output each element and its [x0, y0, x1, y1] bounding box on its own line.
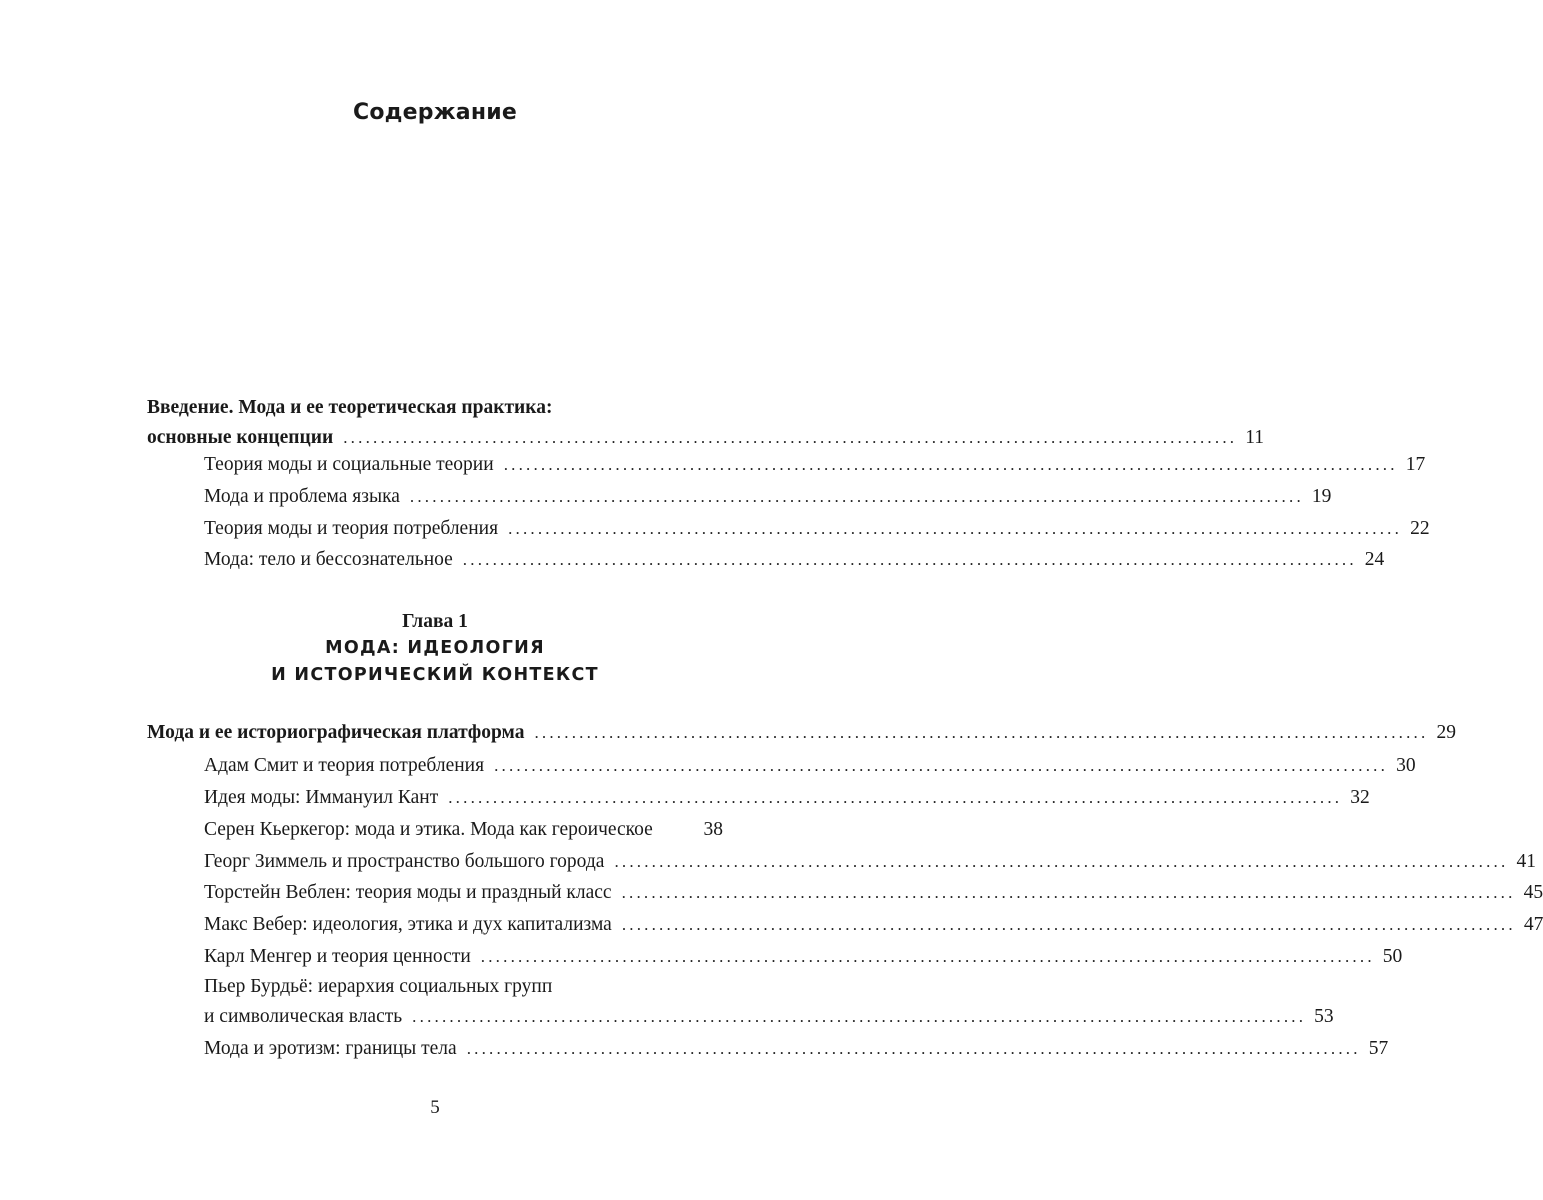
dot-leader: ........................................................................................................................ — [448, 788, 1343, 807]
dot-leader: ........................................................................................................................ — [621, 915, 1516, 934]
dot-leader: ........................................................................................................................ — [621, 883, 1516, 902]
toc-page-number: 11 — [1245, 427, 1265, 448]
toc-page-number: 38 — [703, 819, 723, 840]
toc-page-number: 45 — [1523, 882, 1543, 903]
toc-entry-label-line2: основные концепции — [147, 427, 334, 448]
dot-leader: ........................................................................................................................ — [503, 455, 1398, 474]
toc-entry[interactable] — [204, 545, 1385, 575]
toc-entry-line — [147, 423, 1265, 453]
chapter-title-line1: МОДА: ИДЕОЛОГИЯ — [325, 638, 545, 658]
toc-page-number: 29 — [1436, 722, 1456, 743]
toc-entry-label-line2: и символическая власть — [204, 1006, 403, 1027]
toc-entry[interactable] — [204, 482, 1332, 512]
toc-page-number: 30 — [1396, 755, 1416, 776]
toc-entry[interactable] — [204, 878, 1543, 908]
toc-entry[interactable] — [204, 514, 1430, 544]
toc-page-number: 22 — [1410, 518, 1430, 539]
toc-entry-label: Георг Зиммель и пространство большого города — [204, 851, 605, 872]
toc-entry-label: Теория моды и теория потребления — [204, 518, 499, 539]
toc-entry-label-line1: Пьер Бурдьё: иерархия социальных групп — [204, 976, 553, 997]
chapter-label: Глава 1 — [402, 611, 468, 632]
toc-page-number: 24 — [1364, 549, 1385, 570]
chapter-heading — [147, 608, 723, 689]
dot-leader: ........................................................................................................................ — [614, 852, 1509, 871]
toc-entry-label: Карл Менгер и теория ценности — [204, 946, 471, 967]
toc-page-number: 53 — [1314, 1006, 1334, 1027]
toc-entry-label: Адам Смит и теория потребления — [204, 755, 485, 776]
toc-page-number: 17 — [1405, 454, 1426, 475]
dot-leader: ........................................................................................................................ — [409, 487, 1304, 506]
chapter-title-line2: И ИСТОРИЧЕСКИЙ КОНТЕКСТ — [271, 665, 599, 685]
page-title: Содержание — [353, 100, 517, 125]
toc-entry-label: Идея моды: Иммануил Кант — [204, 787, 439, 808]
toc-entry-label: Теория моды и социальные теории — [204, 454, 494, 475]
toc-entry-label: Мода и ее историографическая платформа — [147, 722, 525, 743]
dot-leader: ........................................................................................................................ — [412, 1007, 1307, 1026]
toc-entry[interactable] — [204, 1034, 1389, 1064]
toc-entry-label: Мода и эротизм: границы тела — [204, 1038, 457, 1059]
toc-page-number: 50 — [1382, 946, 1403, 967]
toc-page-number: 32 — [1350, 787, 1370, 808]
toc-entry[interactable] — [204, 910, 1543, 940]
toc-entry-section[interactable] — [147, 718, 1456, 748]
toc-page-number: 19 — [1311, 486, 1332, 507]
toc-entry-label: Макс Вебер: идеология, этика и дух капитализма — [204, 914, 612, 935]
toc-page-number: 57 — [1368, 1038, 1389, 1059]
toc-entry[interactable] — [204, 751, 1416, 781]
toc-entry-label: Торстейн Веблен: теория моды и праздный класс — [204, 882, 612, 903]
dot-leader: ........................................................................................................................ — [494, 756, 1389, 775]
toc-entry[interactable] — [204, 783, 1370, 813]
toc-entry-label-line1: Введение. Мода и ее теоретическая практика: — [147, 397, 553, 418]
toc-page-number: 47 — [1523, 914, 1543, 935]
dot-leader: ........................................................................................................................ — [466, 1039, 1361, 1058]
toc-entry[interactable] — [204, 847, 1536, 877]
page-number: 5 — [430, 1097, 440, 1118]
toc-entry-intro[interactable] — [147, 393, 1265, 453]
dot-leader: ........................................................................................................................ — [343, 428, 1238, 447]
toc-page-number: 41 — [1516, 851, 1536, 872]
dot-leader: ........................................................................................................................ — [462, 550, 1357, 569]
dot-leader: ........................................................................................................................ — [534, 723, 1429, 742]
toc-entry-label: Мода: тело и бессознательное — [204, 549, 453, 570]
dot-leader: ........................................................................................................................ — [508, 519, 1403, 538]
toc-entry[interactable] — [204, 815, 723, 845]
toc-entry[interactable] — [204, 450, 1426, 480]
toc-entry-label: Мода и проблема языка — [204, 486, 400, 507]
toc-entry[interactable] — [204, 942, 1403, 972]
toc-entry[interactable] — [204, 972, 1334, 1032]
toc-entry-line — [147, 393, 723, 423]
toc-entry-label: Серен Кьеркегор: мода и этика. Мода как героическое — [204, 819, 653, 840]
dot-leader: ........................................................................................................................ — [480, 947, 1375, 966]
